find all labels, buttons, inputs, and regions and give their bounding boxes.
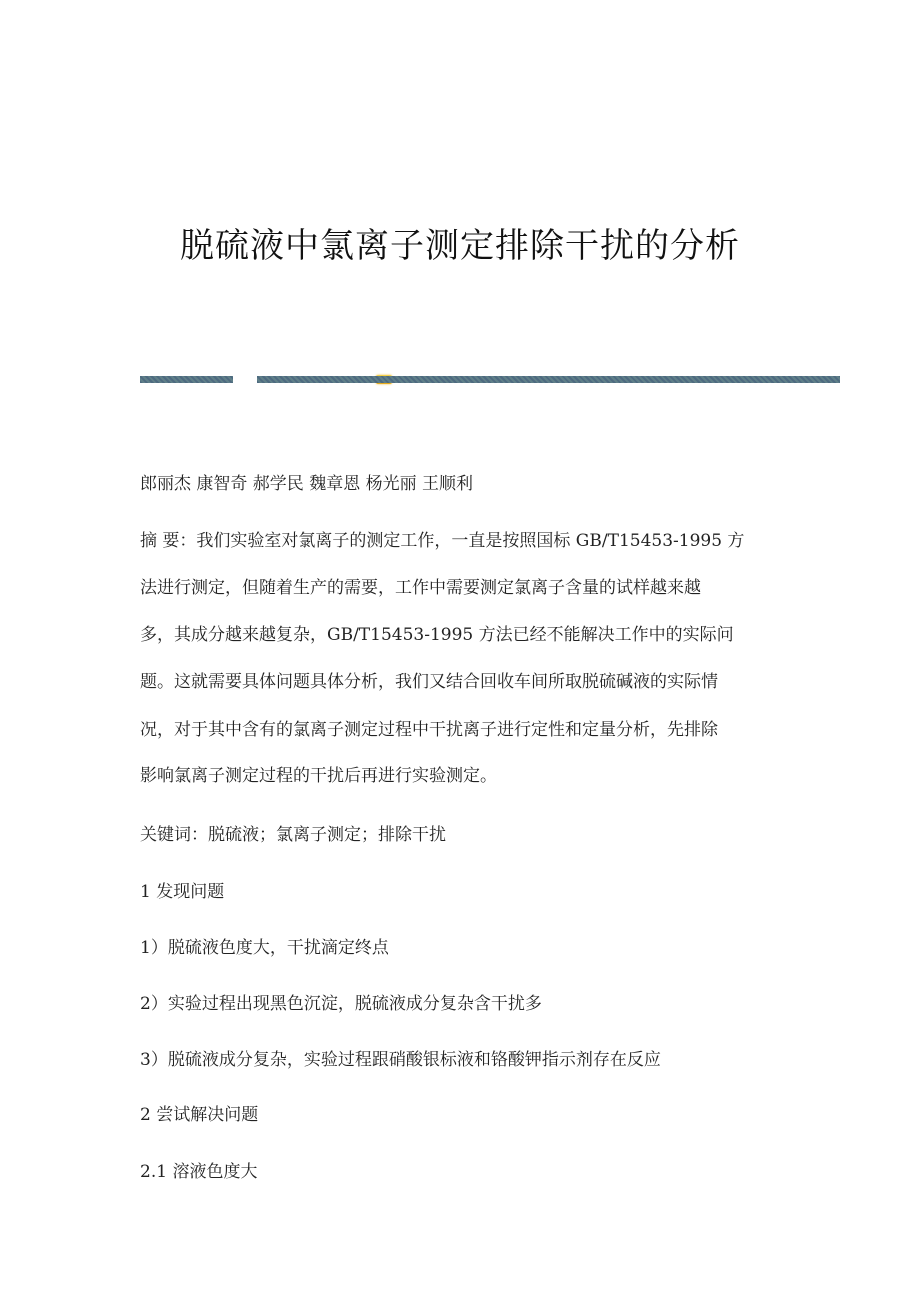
list-item: 3）脱硫液成分复杂，实验过程跟硝酸银标液和铬酸钾指示剂存在反应 [140,1050,661,1070]
abstract-line: 摘 要：我们实验室对氯离子的测定工作，一直是按照国标 GB/T15453-1995 方 [140,531,745,551]
subsection-heading: 2.1 溶液色度大 [140,1162,258,1182]
abstract-line: 法进行测定，但随着生产的需要，工作中需要测定氯离子含量的试样越来越 [140,578,701,598]
abstract-line: 题。这就需要具体问题具体分析，我们又结合回收车间所取脱硫碱液的实际情 [140,672,718,692]
abstract-line: 多，其成分越来越复杂，GB/T15453-1995 方法已经不能解决工作中的实际问 [140,625,734,645]
divider-bar-right [257,376,840,383]
document-title: 脱硫液中氯离子测定排除干扰的分析 [180,226,740,266]
list-item: 1）脱硫液色度大，干扰滴定终点 [140,938,389,958]
list-item: 2）实验过程出现黑色沉淀，脱硫液成分复杂含干扰多 [140,994,542,1014]
section-heading: 2 尝试解决问题 [140,1105,259,1125]
abstract-line: 影响氯离子测定过程的干扰后再进行实验测定。 [140,766,497,786]
abstract-line: 况，对于其中含有的氯离子测定过程中干扰离子进行定性和定量分析，先排除 [140,720,718,740]
keywords: 关键词：脱硫液；氯离子测定；排除干扰 [140,825,446,845]
authors: 郎丽杰 康智奇 郝学民 魏章恩 杨光丽 王顺利 [140,474,474,494]
title-divider [140,375,840,384]
section-heading: 1 发现问题 [140,882,225,902]
divider-bar-left [140,376,233,383]
